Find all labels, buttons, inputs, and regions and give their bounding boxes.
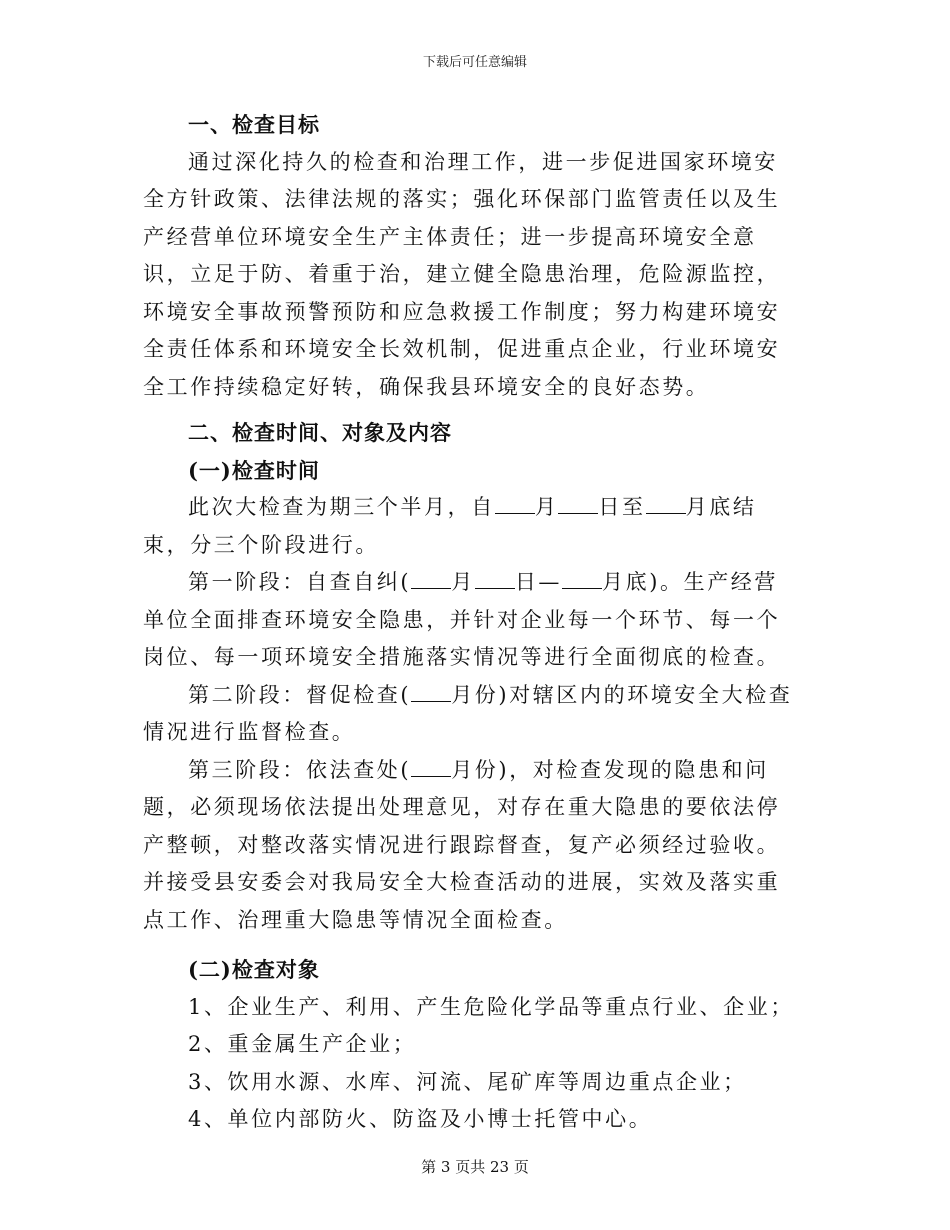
target-item-3: 3、饮用水源、水库、河流、尾矿库等周边重点企业； <box>188 1069 747 1094</box>
subsection-time-heading: (一)检查时间 <box>188 457 320 483</box>
text-run: 月 <box>451 570 475 594</box>
time-paragraph <box>143 489 800 564</box>
blank-line <box>558 495 598 514</box>
text-run: 月 <box>534 495 559 519</box>
text-run: 第二阶段：督促检查( <box>188 682 412 707</box>
blank-line <box>411 758 451 777</box>
text-run: 第三阶段：依法查处( <box>188 757 412 782</box>
text-run: 第一阶段：自查自纠( <box>188 570 412 594</box>
target-item-1: 1、企业生产、利用、产生危险化学品等重点行业、企业； <box>188 994 794 1019</box>
page-footer: 第 3 页共 23 页 <box>421 1158 529 1176</box>
stage-1-paragraph <box>143 564 800 677</box>
section-2-heading: 二、检查时间、对象及内容 <box>188 420 452 445</box>
page-header: 下载后可任意编辑 <box>422 55 527 70</box>
text-run: 日— <box>514 570 563 594</box>
blank-line <box>495 495 535 514</box>
text-run: 月底结束，分三个阶段进行。 <box>143 495 757 557</box>
target-item-4: 4、单位内部防火、防盗及小博士托管中心。 <box>188 1107 653 1131</box>
document-body <box>143 106 800 1139</box>
target-item-2: 2、重金属生产企业； <box>188 1032 417 1056</box>
stage-2-paragraph <box>143 677 800 752</box>
blank-line <box>411 570 451 589</box>
blank-line <box>411 683 451 702</box>
blank-line <box>646 495 686 514</box>
text-run: 月份)对辖区内的环境安全大检查情况进行监督检查。 <box>143 682 793 744</box>
text-run: 月份)，对检查发现的隐患和问题，必须现场依法提出处理意见，对存在重大隐患的要依法停产整顿，对整改落实情况进行跟踪督查，复产必须经过验收。并接受县安委会对我局安全大检查活动的进展，实效及落实重点工作、治理重大隐患等情况全面检查。 <box>143 757 781 932</box>
stage-3-paragraph <box>143 752 800 940</box>
subsection-targets-heading: (二)检查对象 <box>188 957 320 982</box>
section-1-paragraph: 通过深化持久的检查和治理工作，进一步促进国家环境安全方针政策、法律法规的落实；强化环保部门监管责任以及生产经营单位环境安全生产主体责任；进一步提高环境安全意识，立足于防、着重于治，建立健全隐患治理，危险源监控，环境安全事故预警预防和应急救援工作制度；努力构建环境安全责任体系和环境安全长效机制，促进重点企业，行业环境安全工作持续稳定好转，确保我县环境安全的良好态势。 <box>143 149 781 399</box>
blank-line <box>475 570 515 589</box>
text-run: 月底)。生产经营单位全面排查环境安全隐患，并针对企业每一个环节、每一个岗位、每一项环境安全措施落实情况等进行全面彻底的检查。 <box>143 570 781 669</box>
section-1-heading: 一、检查目标 <box>188 112 320 137</box>
text-run: 此次大检查为期三个半月，自 <box>188 495 495 519</box>
blank-line <box>562 570 602 589</box>
text-run: 日至 <box>598 495 646 519</box>
